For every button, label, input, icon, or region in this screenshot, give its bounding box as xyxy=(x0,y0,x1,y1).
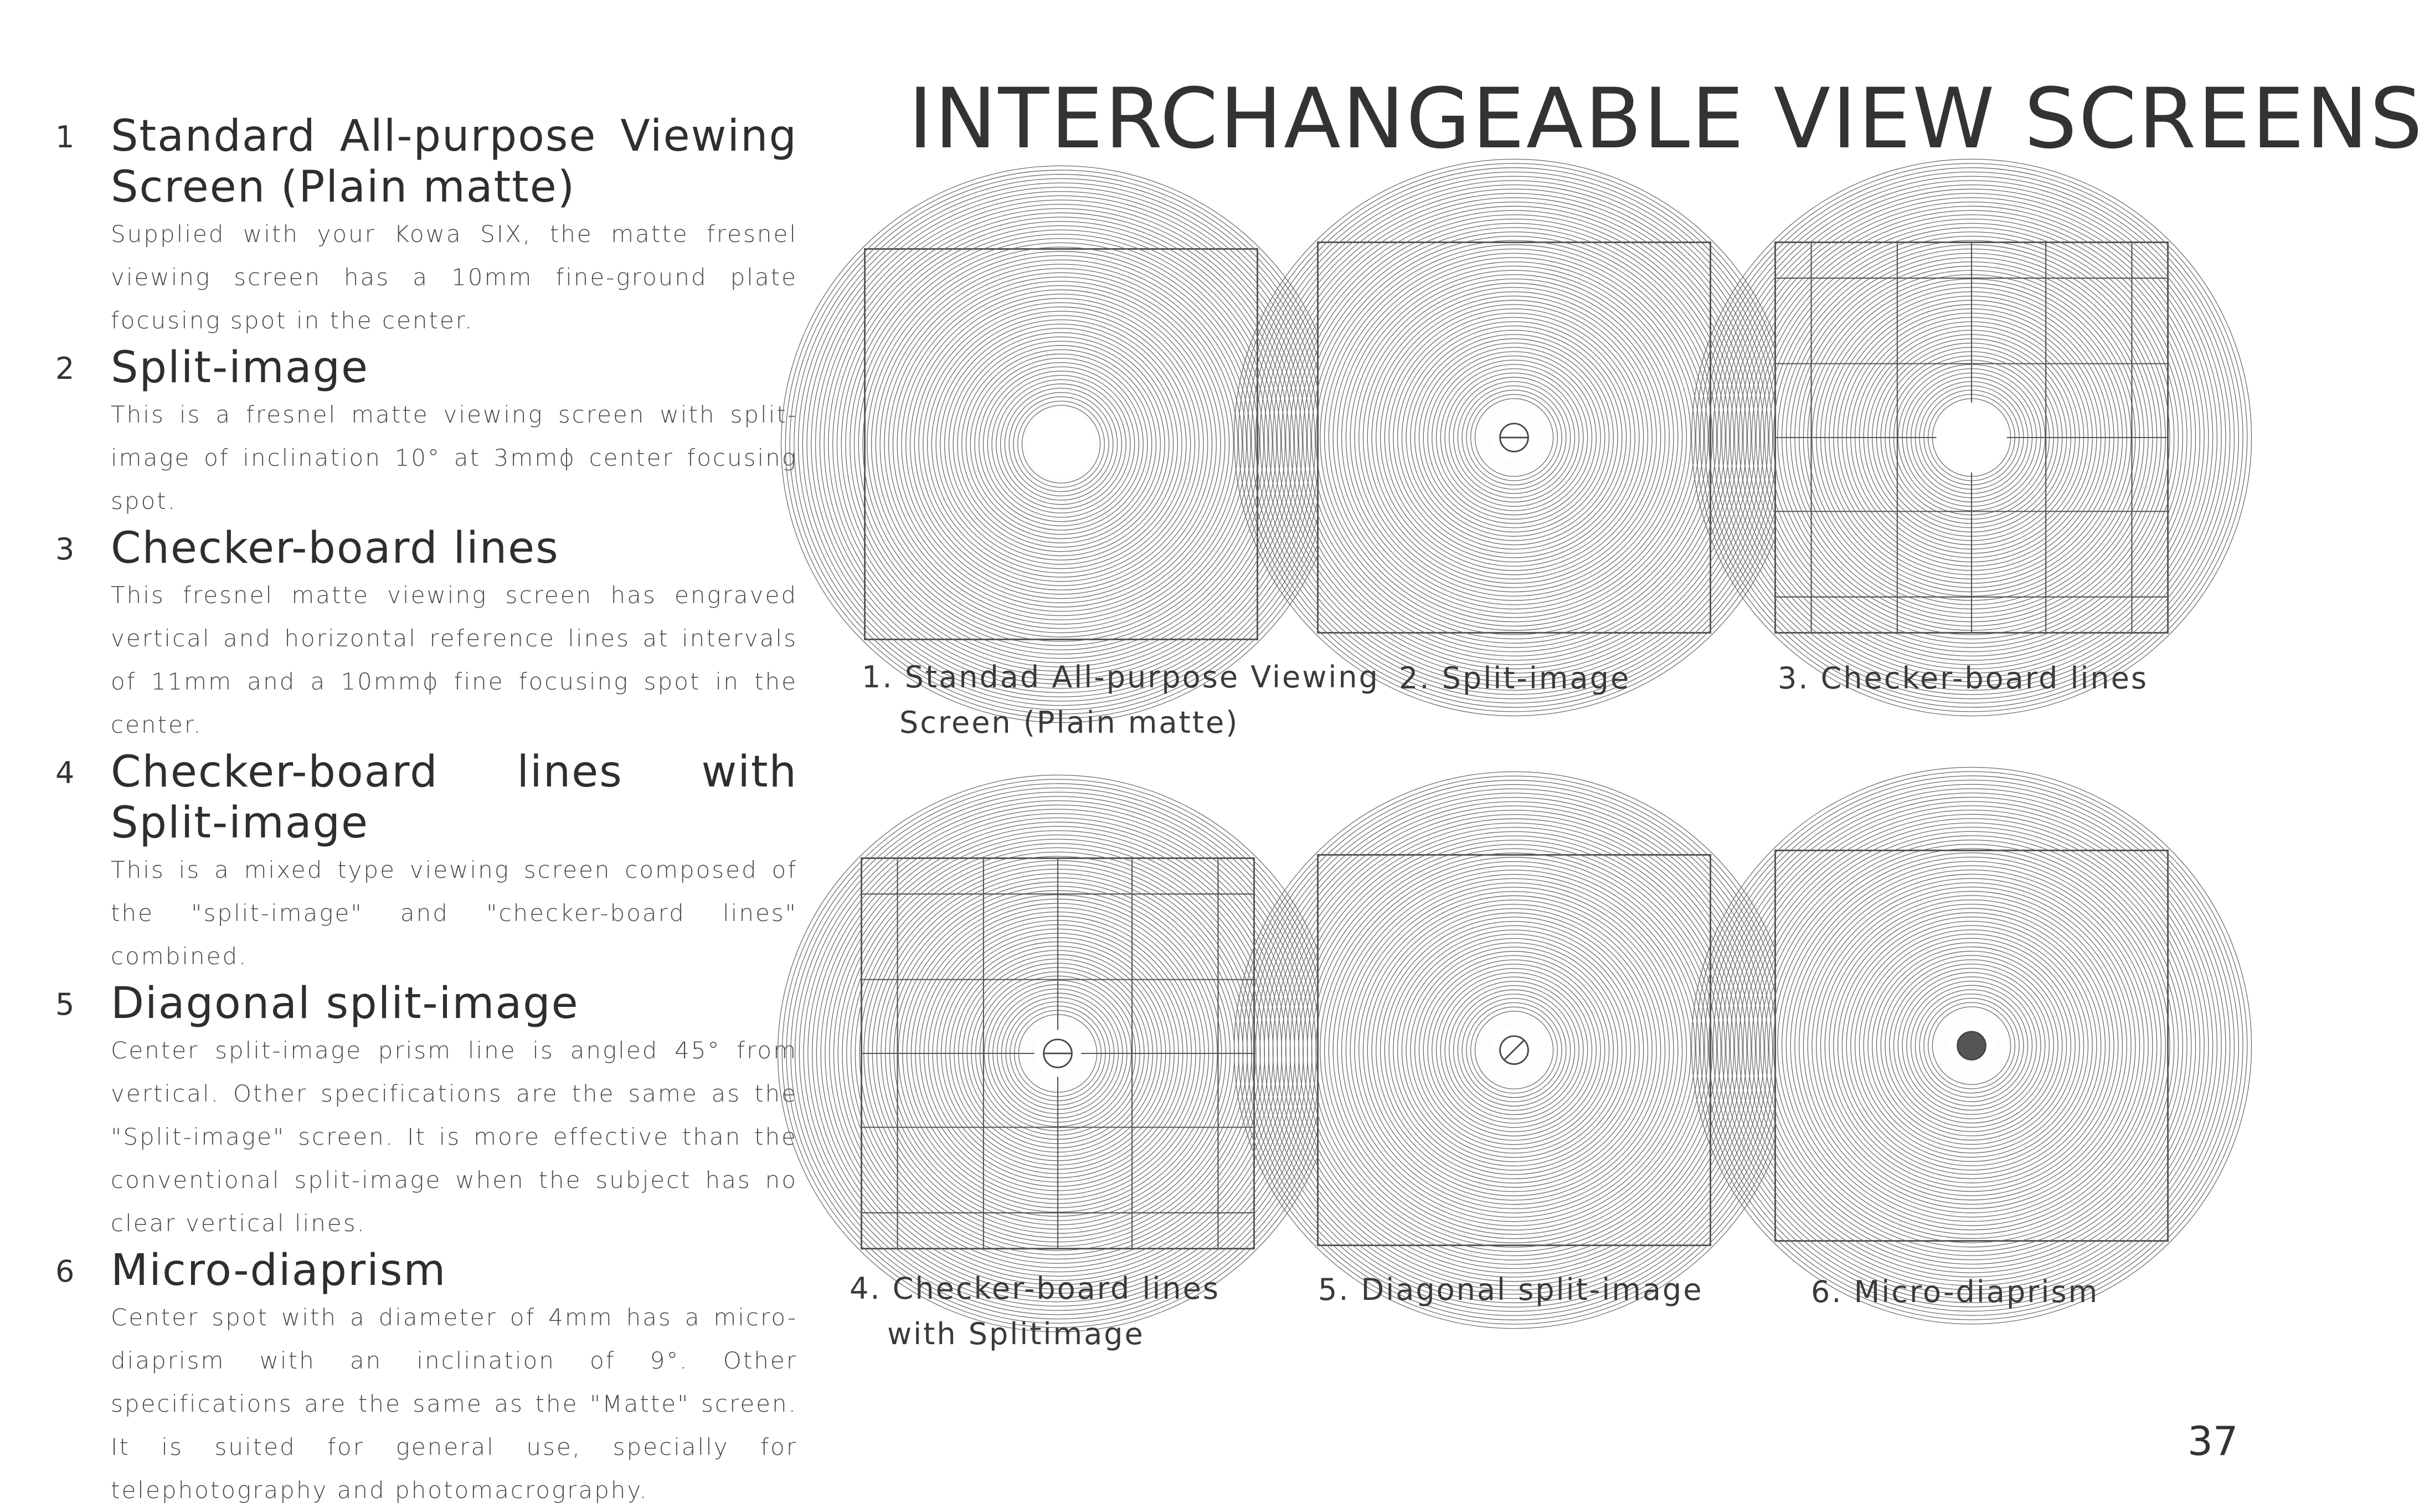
item-body: This is a fresnel matte viewing screen with split-image of inclination 10° at 3mmϕ center focusing spot. xyxy=(111,401,797,515)
screen-illustration-2 xyxy=(1317,241,1711,634)
item-body: This is a mixed type viewing screen composed of the "split-image" and "checker-board lines" combined. xyxy=(111,856,797,970)
screen-illustration-4 xyxy=(861,857,1255,1249)
item-title: Standard All-purpose Viewing Screen (Plain matte) xyxy=(111,111,797,212)
item-number: 6 xyxy=(55,1254,75,1289)
fresnel-screen-drawing xyxy=(866,250,1257,639)
caption-line: 3. Checker-board lines xyxy=(1778,661,2149,696)
screen-illustration-1 xyxy=(864,248,1258,640)
item-title: Diagonal split-image xyxy=(111,979,579,1028)
center-prism xyxy=(1958,1032,1986,1060)
figure-caption-3 xyxy=(1778,656,2148,701)
screen-illustration-3 xyxy=(1774,241,2169,634)
item-title: Checker-board lines xyxy=(111,523,559,573)
description-item-4 xyxy=(55,747,797,978)
fresnel-screen-drawing xyxy=(1319,243,1710,632)
item-title: Checker-board lines with Split-image xyxy=(111,747,797,848)
screen-illustration-5 xyxy=(1317,854,1711,1246)
page-number: 37 xyxy=(2188,1418,2238,1464)
description-item-1 xyxy=(55,111,797,342)
caption-line: 1. Standad All-purpose Viewing xyxy=(862,660,1380,695)
focusing-spot xyxy=(1936,403,2006,472)
figure-caption-2 xyxy=(1399,656,1630,701)
description-item-3 xyxy=(55,523,797,747)
caption-line: 5. Diagonal split-image xyxy=(1318,1272,1704,1307)
description-item-2 xyxy=(55,342,797,523)
caption-line: with Splitimage xyxy=(887,1316,1145,1351)
item-title: Split-image xyxy=(111,343,369,393)
fresnel-screen-drawing xyxy=(1776,243,2167,632)
fresnel-screen-drawing xyxy=(1319,856,1710,1244)
focusing-spot xyxy=(1026,409,1096,479)
figure-caption-5 xyxy=(1318,1267,1703,1313)
screen-illustration-6 xyxy=(1774,850,2169,1242)
page-title: INTERCHANGEABLE VIEW SCREENS xyxy=(908,71,2424,167)
caption-line: 6. Micro-diaprism xyxy=(1811,1274,2099,1309)
caption-line: 2. Split-image xyxy=(1399,661,1631,696)
item-number: 1 xyxy=(55,120,75,155)
figure-caption-6 xyxy=(1811,1269,2099,1315)
description-item-5 xyxy=(55,978,797,1245)
fresnel-screen-drawing xyxy=(862,859,1253,1248)
item-number: 5 xyxy=(55,987,75,1022)
caption-line: 4. Checker-board lines xyxy=(850,1271,1221,1306)
figure-caption-1 xyxy=(862,655,1380,745)
item-body: Center spot with a diameter of 4mm has a micro-diaprism with an inclination of 9°. Other specifications are the same as the "Matte" screen. It is suited for general use, specially for telephotography and photomacrography. xyxy=(111,1304,797,1504)
item-number: 2 xyxy=(55,351,75,386)
item-number: 4 xyxy=(55,755,75,790)
description-item-6 xyxy=(55,1245,797,1512)
fresnel-screen-drawing xyxy=(1776,851,2167,1240)
item-body: Center split-image prism line is angled 45° from vertical. Other specifications are the same as the "Split-image" screen. It is more effective than the conventional split-image when the subject has no clear vertical lines. xyxy=(111,1037,797,1237)
descriptions-column xyxy=(55,111,797,1512)
caption-line: Screen (Plain matte) xyxy=(899,705,1239,740)
item-title: Micro-diaprism xyxy=(111,1246,447,1295)
item-body: Supplied with your Kowa SIX, the matte fresnel viewing screen has a 10mm fine-ground plate focusing spot in the center. xyxy=(111,220,797,334)
item-number: 3 xyxy=(55,532,75,567)
item-body: This fresnel matte viewing screen has engraved vertical and horizontal reference lines at intervals of 11mm and a 10mmϕ fine focusing spot in the center. xyxy=(111,582,797,738)
figure-caption-4 xyxy=(850,1266,1220,1357)
